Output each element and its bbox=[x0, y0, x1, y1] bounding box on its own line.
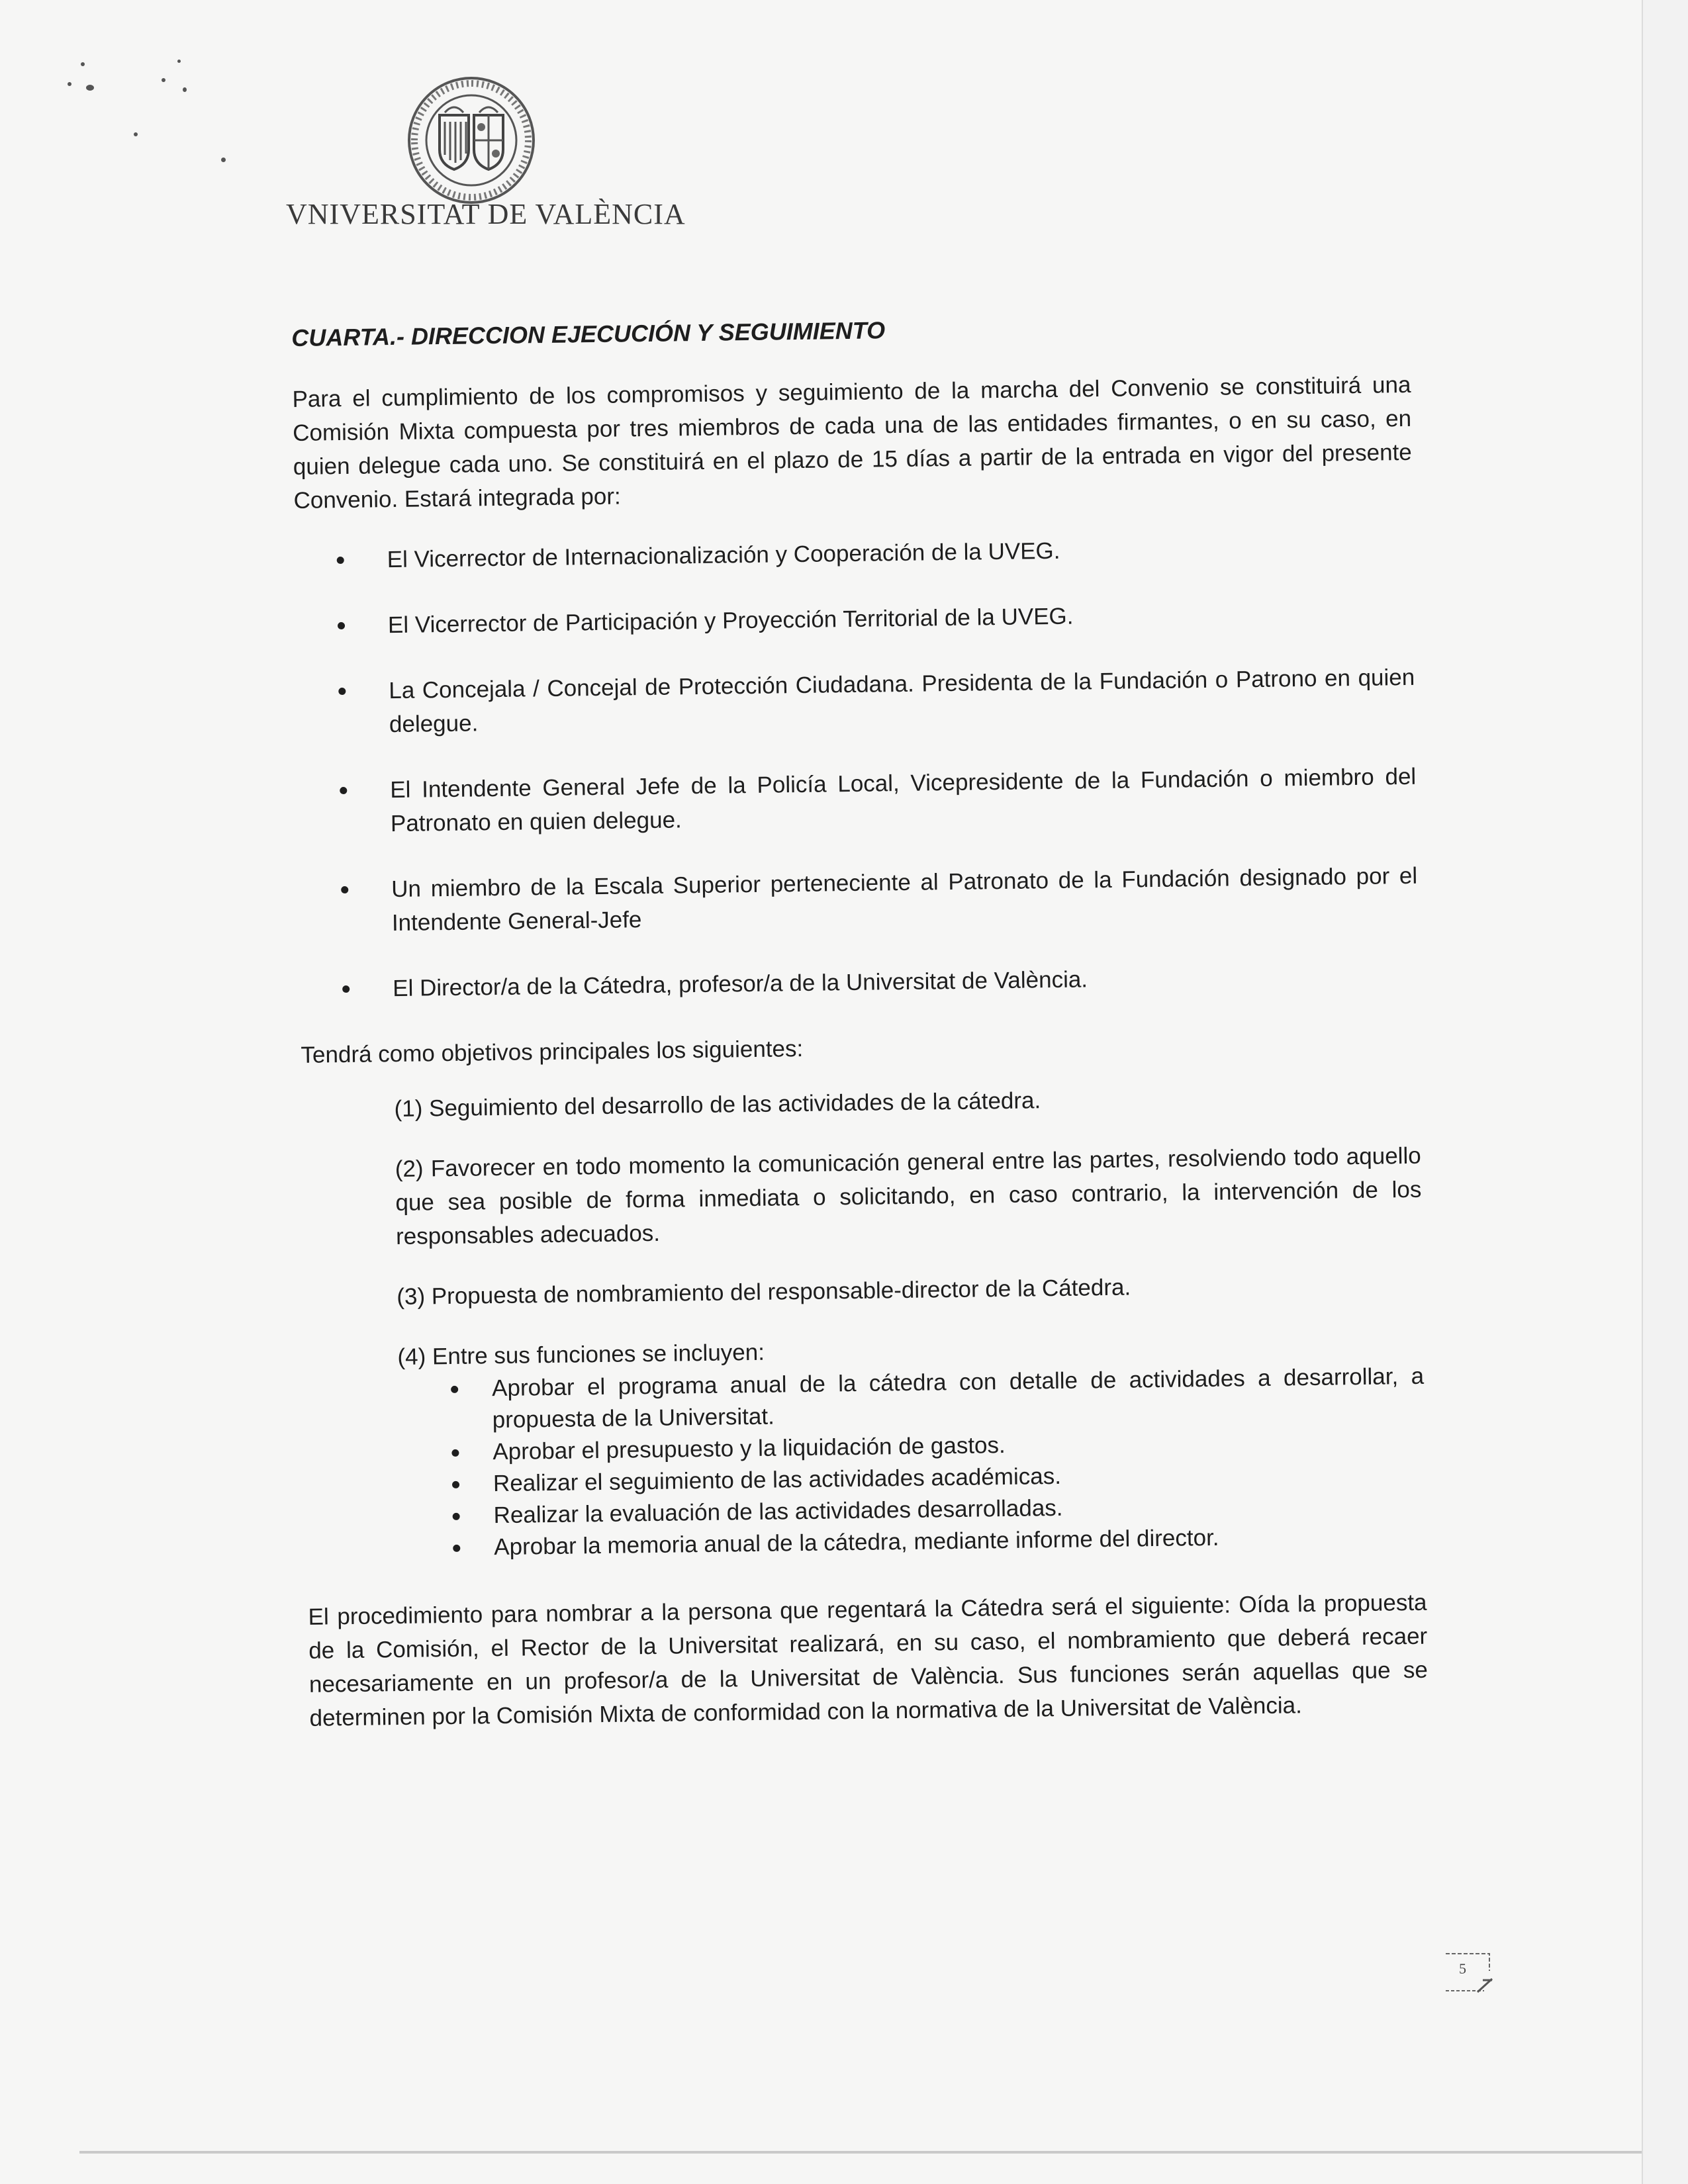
scan-speck bbox=[86, 85, 94, 91]
scan-speck bbox=[183, 87, 187, 92]
list-item: Realizar la evaluación de las actividades desarrolladas. bbox=[493, 1488, 1426, 1531]
scan-speck bbox=[81, 62, 85, 66]
objective-item: (2) Favorecer en todo momento la comunicación general entre las partes, resolviendo todo aquello que sea posible de forma inmediata o solicitando, en caso contrario, la intervención de los responsables adecuados. bbox=[395, 1142, 1422, 1250]
list-item: El Director/a de la Cátedra, profesor/a de la Universitat de València. bbox=[300, 958, 1419, 1007]
scan-speck bbox=[162, 78, 165, 82]
intro-paragraph: Para el cumplimiento de los compromisos y seguimiento de la marcha del Convenio se constituirá una Comisión Mixta compuesta por tres miembros de cada una de las entidades firmantes, o en su caso, en quien delegue cada uno. Se constituirá en el plazo de 15 días a partir de la entrada en vigor del presente Convenio. Estará integrada por: bbox=[292, 371, 1412, 514]
final-paragraph: El procedimiento para nombrar a la persona que regentará la Cátedra será el siguiente: Oída la propuesta de la Comisión, el Rector de la Universitat realizará, en su caso, el nombramiento que deberá recaer necesariamente en un profesor/a de la Universitat de València. Sus funciones serán aquellas que se determinen por la Comisión Mixta de conformidad con la normativa de la Universitat de València. bbox=[308, 1589, 1429, 1731]
page-number: 5 bbox=[1459, 1960, 1466, 1977]
list-item: Aprobar el programa anual de la cátedra con detalle de actividades a desarrollar, a propuesta de la Universitat. bbox=[492, 1361, 1425, 1436]
list-item: Aprobar la memoria anual de la cátedra, mediante informe del director. bbox=[494, 1520, 1427, 1563]
list-item: La Concejala / Concejal de Protección Ciudadana. Presidenta de la Fundación o Patrono en quien delegue. bbox=[296, 660, 1415, 743]
scan-speck bbox=[68, 82, 71, 86]
scan-edge-line bbox=[79, 2151, 1642, 2154]
list-item: El Vicerrector de Participación y Proyección Territorial de la UVEG. bbox=[295, 595, 1415, 643]
objectives-intro: Tendrá como objetivos principales los siguientes: bbox=[301, 1035, 804, 1068]
list-item: Realizar el seguimiento de las actividades académicas. bbox=[493, 1456, 1426, 1500]
list-item: Un miembro de la Escala Superior perteneciente al Patronato de la Fundación designado por el Intendente General-Jefe bbox=[299, 859, 1418, 941]
section-heading: CUARTA.- DIRECCION EJECUCIÓN Y SEGUIMIENTO bbox=[291, 316, 886, 351]
list-item: El Vicerrector de Internacionalización y Cooperación de la UVEG. bbox=[294, 529, 1413, 578]
scan-speck bbox=[134, 132, 138, 136]
page-number-bracket bbox=[1443, 1951, 1496, 1997]
list-item: Aprobar el presupuesto y la liquidación de gastos. bbox=[492, 1424, 1425, 1468]
university-seal-logo bbox=[405, 74, 538, 206]
document-body bbox=[291, 306, 1429, 1735]
list-item: El Intendente General Jefe de la Policía Local, Vicepresidente de la Fundación o miembro del Patronato en quien delegue. bbox=[297, 760, 1417, 842]
objective-item: (1) Seguimiento del desarrollo de las actividades de la cátedra. bbox=[394, 1087, 1041, 1122]
commission-members-list bbox=[294, 529, 1419, 1007]
functions-list bbox=[305, 1361, 1427, 1566]
university-name: VNIVERSITAT DE VALÈNCIA bbox=[286, 198, 686, 230]
objective-item: (4) Entre sus funciones se incluyen: bbox=[397, 1339, 765, 1371]
objective-item: (3) Propuesta de nombramiento del responsable-director de la Cátedra. bbox=[397, 1274, 1131, 1310]
scan-speck bbox=[221, 158, 226, 162]
scan-speck bbox=[177, 60, 181, 63]
